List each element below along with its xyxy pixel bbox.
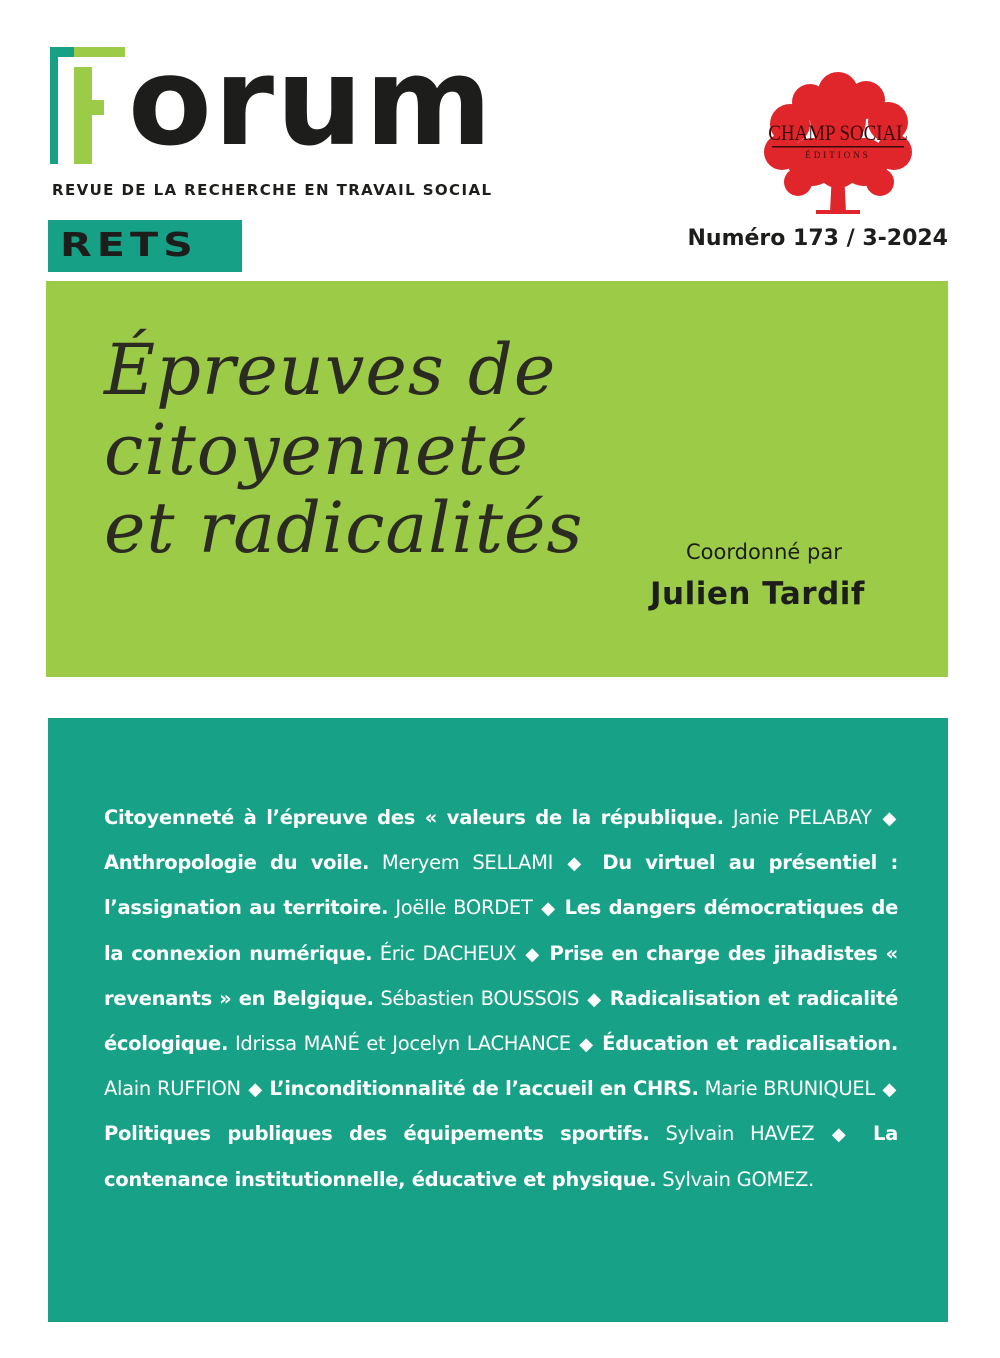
article-author: Marie BRUNIQUEL	[704, 1077, 875, 1101]
coordination-label: Coordonné par	[686, 540, 842, 564]
publisher-name: CHAMP SOCIAL	[768, 121, 908, 146]
publisher-tree-logo	[752, 62, 924, 218]
cover-title-line-3: et radicalités	[104, 487, 584, 569]
article-title: Politiques publiques des équipements sportifs.	[104, 1122, 650, 1146]
article-separator-icon: ◆	[555, 853, 601, 875]
article-author: Meryem SELLAMI	[381, 851, 554, 875]
article-separator-icon: ◆	[581, 988, 608, 1010]
article-title: Citoyenneté à l’épreuve des « valeurs de la république.	[104, 806, 724, 829]
article-separator-icon: ◆	[572, 1034, 601, 1056]
article-title: L’inconditionnalité de l’accueil en CHRS.	[269, 1077, 699, 1101]
article-entry	[104, 1122, 814, 1145]
coordinator-name: Julien Tardif	[650, 576, 865, 612]
article-separator-icon: ◆	[534, 898, 563, 920]
article-separator-icon: ◆	[873, 808, 896, 829]
article-title: Éducation et radicalisation.	[602, 1032, 898, 1056]
article-author: Joëlle BORDET	[395, 896, 533, 920]
issue-number: Numéro 173 / 3-2024	[687, 226, 948, 251]
journal-subtitle: REVUE DE LA RECHERCHE EN TRAVAIL SOCIAL	[52, 181, 493, 199]
rets-badge-label: RETS	[60, 225, 198, 264]
article-separator-icon: ◆	[816, 1124, 872, 1146]
article-separator-icon: ◆	[518, 943, 548, 965]
article-separator-icon: ◆	[876, 1079, 897, 1101]
article-title: Anthropologie du voile.	[104, 851, 370, 875]
article-entry	[104, 851, 553, 874]
article-title: Du virtuel au présentiel : l’assignation au territoire.	[104, 851, 898, 920]
article-author: Alain RUFFION	[104, 1077, 241, 1101]
article-author: Éric DACHEUX	[379, 941, 517, 965]
article-title: Les dangers démocratiques de la connexion numérique.	[104, 896, 898, 965]
article-separator-icon: ◆	[242, 1079, 268, 1101]
publisher-tagline: ÉDITIONS	[805, 150, 871, 160]
cover-title-line-2: citoyenneté	[104, 409, 529, 491]
article-author: Sébastien BOUSSOIS	[380, 986, 580, 1010]
article-title: Radicalisation et radicalité écologique.	[104, 986, 898, 1056]
forum-logo-text: orum	[128, 31, 494, 173]
article-author: Sylvain HAVEZ	[665, 1122, 815, 1146]
article-entry	[104, 806, 872, 829]
article-author: Janie PELABAY	[732, 806, 872, 829]
cover-title-line-1: Épreuves de	[104, 329, 557, 411]
article-entry	[270, 1077, 875, 1100]
table-of-contents	[104, 796, 898, 1202]
article-title: La contenance institutionnelle, éducative et physique.	[104, 1122, 898, 1191]
article-author: Sylvain GOMEZ.	[662, 1167, 814, 1191]
article-title: Prise en charge des jihadistes « revenants » en Belgique.	[104, 941, 898, 1010]
forum-logo-f-icon	[50, 47, 125, 164]
article-author: Idrissa MANÉ et Jocelyn LACHANCE	[234, 1032, 571, 1056]
